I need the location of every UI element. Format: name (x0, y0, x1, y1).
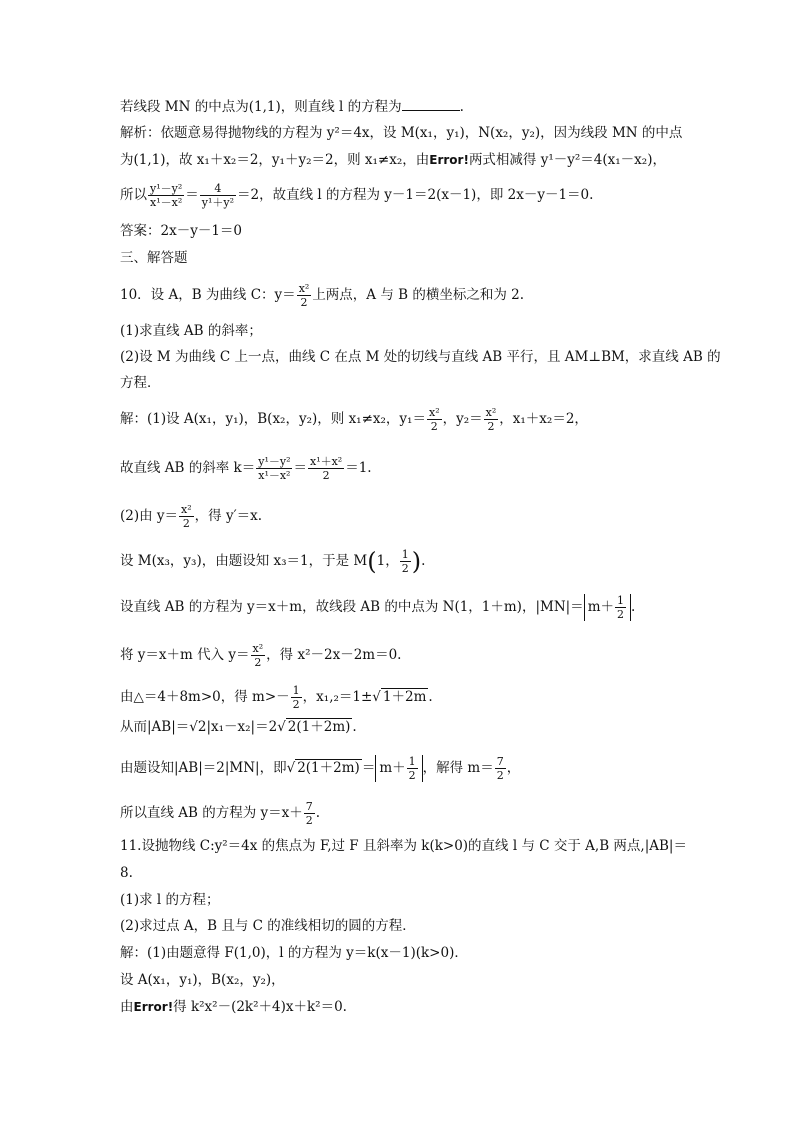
solution-10-discriminant: 由△＝4＋8m>0，得 m>－ $\frac{1}{2}$ ，x₁,₂＝1±√ 1＋2m . (120, 684, 433, 711)
answer-blank (402, 98, 460, 111)
solution-10-condition: 由题设知|AB|＝2|MN|，即√ 2(1＋2m) ＝ m＋ $\frac{1}{2}$ ，解得 m＝ $\frac{7}{2}$ ， (120, 755, 521, 782)
fraction: $\frac{\text{x²}}{2}$ (181, 503, 192, 530)
fraction: $\frac{1}{2}$ (401, 548, 409, 575)
fraction: $\frac{1}{2}$ (408, 755, 416, 782)
fraction: $\frac{\text{y¹－y²}}{\text{x¹－x²}}$ (258, 455, 291, 482)
solution-10-result: 所以直线 AB 的方程为 y＝x＋ $\frac{7}{2}$ . (120, 800, 321, 827)
problem-11-part1: (1)求 l 的方程； (120, 892, 220, 908)
solution-10-substitute: 将 y＝x＋m 代入 y＝ $\frac{\text{x²}}{2}$ ，得 x²－2x－2m＝0. (120, 642, 402, 669)
line-answer: 答案：2x－y－1＝0 (120, 223, 243, 239)
solution-10-step1: 解：(1)设 A(x₁，y₁)，B(x₂，y₂)，则 x₁≠x₂，y₁＝ $\frac{\text{x²}}{2}$ ，y₂＝ $\frac{\text{x²}}{2}$ ，x₁＋x₂＝2， (120, 406, 588, 433)
fraction: $\frac{\text{x²}}{2}$ (252, 642, 264, 669)
line-fill-blank: 若线段 MN 的中点为(1,1)，则直线 l 的方程为 . (120, 99, 464, 115)
absolute-value: m＋ $\frac{1}{2}$ (584, 594, 631, 621)
solution-10-slope: 故直线 AB 的斜率 k＝ $\frac{\text{y¹－y²}}{\text{x¹－x²}}$ ＝ $\frac{\text{x¹＋x²}}{2}$ ＝1. (120, 455, 372, 482)
error-marker: Error! (133, 1000, 174, 1014)
solution-10-point-m: 设 M(x₃，y₃)，由题设知 x₃＝1，于是 M(1， $\frac{1}{2}$ ). (120, 547, 426, 576)
fraction: $\frac{\text{x²}}{2}$ (298, 282, 310, 309)
fraction: $\frac{4}{\text{y¹＋y²}}$ (201, 182, 234, 209)
error-marker: Error! (429, 153, 469, 167)
solution-10-ab-length: 从而|AB|＝√2|x₁－x₂|＝2√ 2(1＋2m) . (120, 719, 357, 735)
fraction: $\frac{7}{2}$ (305, 800, 313, 827)
problem-11-stem: 11.设抛物线 C:y²＝4x 的焦点为 F,过 F 且斜率为 k(k>0)的直线 l 与 C 交于 A,B 两点,|AB|＝ (120, 838, 687, 854)
problem-10-stem: 10．设 A，B 为曲线 C：y＝ $\frac{\text{x²}}{2}$ 上两点，A 与 B 的横坐标之和为 2. (120, 282, 525, 309)
fraction: $\frac{\text{y¹－y²}}{\text{x¹－x²}}$ (150, 182, 183, 209)
problem-10-part2-cont: 方程． (120, 375, 161, 391)
section-heading: 三、解答题 (120, 250, 188, 266)
absolute-value: m＋ $\frac{1}{2}$ (375, 755, 422, 782)
problem-11-part2: (2)求过点 A，B 且与 C 的准线相切的圆的方程． (120, 918, 416, 934)
problem-10-part2: (2)设 M 为曲线 C 上一点，曲线 C 在点 M 处的切线与直线 AB 平行，且 AM⊥BM，求直线 AB 的 (120, 349, 721, 365)
fraction: $\frac{\text{x²}}{2}$ (485, 406, 497, 433)
fraction: $\frac{1}{2}$ (617, 594, 624, 621)
fraction: $\frac{1}{2}$ (292, 684, 300, 711)
fraction: $\frac{\text{x¹＋x²}}{2}$ (309, 455, 343, 482)
solution-11-equation: 由Error!得 k²x²－(2k²＋4)x＋k²＝0. (120, 999, 347, 1015)
problem-10-part1: (1)求直线 AB 的斜率； (120, 323, 262, 339)
solution-11-step1: 解：(1)由题意得 F(1,0)，l 的方程为 y＝k(x－1)(k>0)． (120, 945, 468, 961)
line-analysis-2: 为(1,1)，故 x₁＋x₂＝2，y₁＋y₂＝2，则 x₁≠x₂，由Error!两式相减得 y¹－y²＝4(x₁－x₂)， (120, 152, 666, 168)
fraction: $\frac{\text{x²}}{2}$ (428, 406, 440, 433)
line-analysis: 解析：依题意易得抛物线的方程为 y²＝4x，设 M(x₁，y₁)，N(x₂，y₂)，因为线段 MN 的中点 (120, 125, 683, 141)
problem-11-stem-cont: 8. (120, 865, 133, 881)
solution-10-step2: (2)由 y＝ $\frac{\text{x²}}{2}$ ，得 y′＝x. (120, 503, 263, 530)
solution-11-points: 设 A(x₁，y₁)，B(x₂，y₂)， (120, 972, 285, 988)
fraction: $\frac{7}{2}$ (496, 755, 504, 782)
line-analysis-3: 所以 $\frac{\text{y¹－y²}}{\text{x¹－x²}}$ ＝ $\frac{4}{\text{y¹＋y²}}$ ＝2，故直线 l 的方程为 y－1＝2(x－1)，即 2x－y－1＝0. (120, 182, 594, 209)
solution-10-line-eq: 设直线 AB 的方程为 y＝x＋m，故线段 AB 的中点为 N(1，1＋m)，|MN|＝ m＋ $\frac{1}{2}$ . (120, 594, 636, 621)
